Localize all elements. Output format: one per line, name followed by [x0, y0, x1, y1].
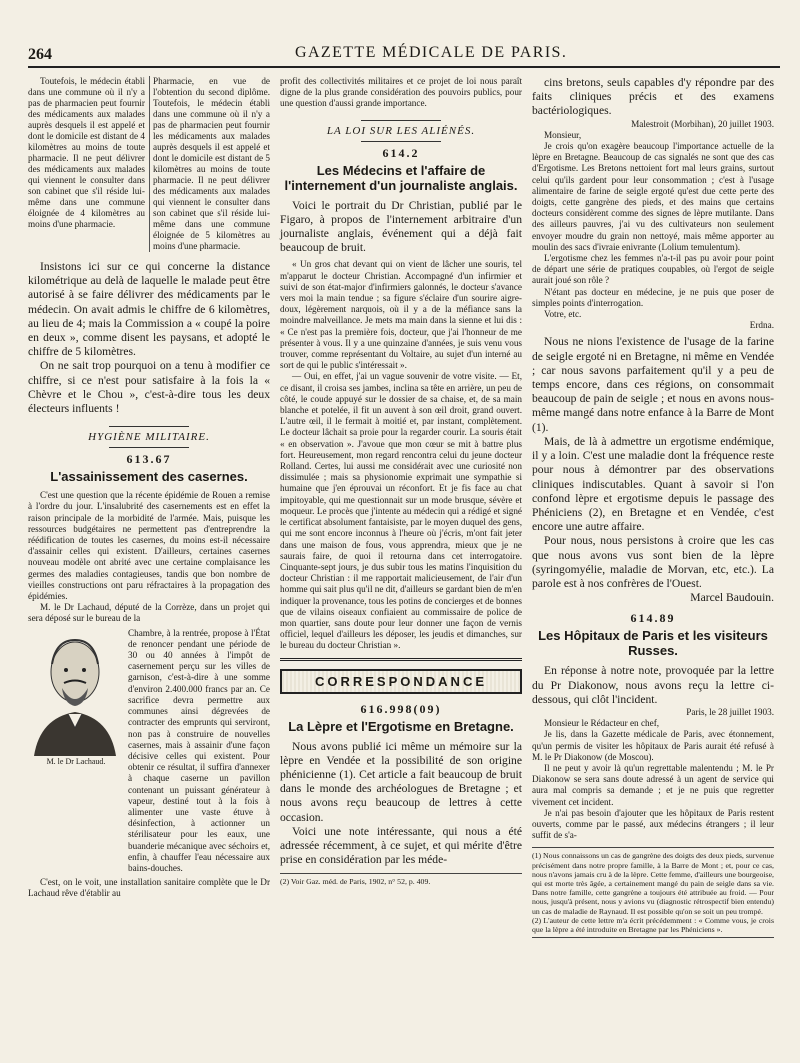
correspondance-banner: CORRESPONDANCE — [280, 669, 522, 694]
paragraph: Chambre, à la rentrée, propose à l'État de renoncer pendant une période de 30 ou 40 années à l'impôt de casernement perçu sur les villes de garnison, c'est-à-dire à une somme d'environ 2.400.000 francs par an. Ce sacrifice devra permettre aux communes ainsi dégrevées de contracter des emprunts qui serviront, non pas à construire de nouvelles casernes, mais à assainir d'une façon décisive celles qui existent. Pour obtenir ce résultat, il suffira d'annexer à chaque caserne un pavillon contenant un puissant générateur à vapeur, destiné tout à la fois à alimenter une vaste étuve à désinfection, à actionner un stérilisateur pour les eaux, une buanderie mécanique avec séchoirs et, enfin, à chauffer l'eau nécessaire aux bains-douches. — [128, 627, 270, 873]
paragraph: Voici une note intéressante, qui nous a été adressée récemment, à ce sujet, et qui mérite d'être prise en considération par les méde- — [280, 824, 522, 867]
article-number: 614.89 — [630, 611, 676, 626]
paragraph: On ne sait trop pourquoi on a tenu à modifier ce chiffre, si ce n'est pour satisfaire à la fois la « Chèvre et le Chou », c'est-à-dire tous les deux électeurs influents ! — [28, 359, 270, 416]
paragraph: C'est, on le voit, une installation sanitaire complète que le Dr Lachaud rêve d'établir au — [28, 877, 270, 899]
footnote: (2) L'auteur de cette lettre m'a écrit précédemment : « Comme vous, je crois que la lèpre a été introduite en Bretagne par les Phéniciens ». — [532, 915, 774, 934]
paragraph: — Oui, en effet, j'ai un vague souvenir de votre visite. — Et, ce disant, il croisa ses jambes, inclina sa tête en arrière, un peu de côté, le coude appuyé sur le dossier de sa chaise, et, de sa main blanche et potelée, il fit un auvent à son œil droit, grand ouvert. L'autre œil, il le fermait à moitié et, par instant, complètement. Le docteur lâchait sa proie pour la regarder courir. La souris était « en observation ». J'avoue que mon cœur se mit à battre plus fort. Heureusement, mon regard rencontra celui du jeune docteur Rolland. Certes, lui aussi me considérait avec une curiosité non dissimulée ; mais sa physionomie exprimait une sympathie si humaine que j'en éprouvai un réconfort. Et je fis face au chat impitoyable, qui me questionnait sur un mode brusque, sévère et moqueur. Le procès que j'intente au médecin qui a rédigé et signé le certificat absolument fantaisiste, par le moyen duquel des gens, qui me sont encore inconnus à l'heure où j'écris, m'ont fait jeter dans une maison de fous, vous apprendra, mieux que je ne saurais faire, de quoi il retourna dans cet interrogatoire. Cinquante-sept jours, je dus subir tous les matins l'inquisition du docteur Christian : il me rapportait malicieusement, de l'air d'un homme qui sait plus qu'il ne dit, d'ailleurs se gardant bien de m'en indiquer la provenance, tous les potins de concierges et de bonnes que de vilains oiseaux confiaient au commissaire de police de mon quartier, sans doute pour leur donner une façon de vernis officiel, lequel d'ailleurs les déposer, les jeudis et dimanches, sur le bureau du docteur Christian ». — [280, 371, 523, 651]
paragraph: Je crois qu'on exagère beaucoup l'importance actuelle de la lèpre en Bretagne. Beaucoup de cas signalés ne sont que des cas d'Ergotisme. Les Bretons nettoient fort mal leurs grains, surtout celui qu'ils gardent pour leur consommation ; c'est à l'usage alimentaire de farine de seigle ergoté qu'est due cette perte des doigts, cette gangrène des pieds, et des mains que certains docteurs considèrent comme des signes de lèpre mutilante. Dans des ailleurs pauvres, j'ai vu des cultivateurs non seulement envoyer moudre du grain non nettoyé, mais même apporter au moulin des sacs d'ivraie enivrante (Lolium temulentum). — [532, 141, 774, 252]
paragraph: Pour nous, nous persistons à croire que les cas que nous avons vus sont bien de la lèpre (syringomyélie, maladie de Morvan, etc, etc.). La parole est à nos confrères de l'Ouest. — [532, 534, 774, 590]
paragraph: Je n'ai pas besoin d'ajouter que les hôpitaux de Paris restent ouverts, comme par le passé, aux médecins étrangers ; il leur suffit de s'a- — [532, 807, 774, 841]
footnote: (1) Nous connaissons un cas de gangrène des doigts des deux pieds, survenue précisément dans notre propre famille, à la Barre de Mont ; et, pour ce cas, nous n'avons jamais cru à de la lèpre. Cette femme, d'ailleurs une bourgeoise, qui est morte très âgée, a certainement mangé du pain de seigle dans sa vie. Dans notre famille, cette gangrène a toujours été attribuée au froid. — Pour nous, jusqu'à présent, nous y avions vu (diagnostic rétrospectif bien entendu) un cas de maladie de Raynaud. Il est possible qu'on se soit un peu trompé. — [532, 851, 774, 916]
dateline: Paris, le 28 juillet 1903. — [686, 706, 774, 717]
dateline: Malestroit (Morbihan), 20 juillet 1903. — [631, 118, 774, 129]
paragraph: profit des collectivités militaires et ce projet de loi nous paraît digne de la plus grande considération des pouvoirs publics, pour une question d'aussi grande importance. — [280, 76, 522, 109]
article-heading: Les Médecins et l'affaire de l'internement d'un journaliste anglais. — [284, 162, 518, 193]
column-2 — [280, 76, 522, 887]
bottom-rule — [532, 937, 774, 938]
footnotes — [532, 847, 774, 934]
portrait-caption: M. le Dr Lachaud. — [46, 756, 106, 766]
paragraph: Mais, de là à admettre un ergotisme endémique, il y a loin. C'est une maladie dont la fréquence reste pour nous à démontrer par des observations cliniques indiscutables. Quant à savoir si l'on confond lèpre et ergotisme depuis le passage des Phéniciens (2), en Bretagne et en Vendée, c'est encore une autre affaire. — [532, 434, 774, 534]
section-label: LA LOI SUR LES ALIÉNÉS. — [326, 124, 476, 137]
article-number: 613.67 — [126, 452, 172, 467]
divider — [109, 426, 189, 427]
paragraph: En réponse à notre note, provoquée par la lettre du Pr Diakonow, nous avons reçu la lettre ci-dessous, qui clôt l'incident. — [532, 664, 774, 706]
article-number: 616.998(09) — [360, 701, 442, 716]
paragraph: M. le Dr Lachaud, député de la Corrèze, dans un projet qui sera déposé sur le bureau de la — [28, 602, 270, 624]
section-label: HYGIÈNE MILITAIRE. — [88, 431, 210, 444]
journal-title: GAZETTE MÉDICALE DE PARIS. — [295, 44, 568, 61]
closing: Votre, etc. — [544, 309, 582, 320]
paragraph: Il ne peut y avoir là qu'un regrettable malentendu ; M. le Pr Diakonow se sera sans doute adressé à un agent de service qui aura mal compris sa demande ; et je ne puis que regretter vivement cet incident. — [532, 762, 774, 807]
divider — [361, 141, 441, 142]
portrait — [28, 628, 124, 874]
header-rule — [28, 66, 780, 68]
column-1 — [28, 76, 270, 900]
paragraph: Nous ne nions l'existence de l'usage de la farine de seigle ergoté ni en Bretagne, ni même en Vendée ; car nous savons parfaitement qu'il y a peu de temps encore, dans ces régions, on consommait beaucoup de pain de seigle ; et nous en avons nous-même mangé dans notre enfance à la Barre de Mont (1). — [532, 335, 774, 434]
paragraph: L'ergotisme chez les femmes n'a-t-il pas pu avoir pour point de départ une série de pratiques coupables, où l'ergot de seigle aurait joué son rôle ? — [532, 253, 774, 286]
divider — [361, 120, 441, 121]
ornamental-rule — [280, 658, 522, 661]
portrait-block — [28, 628, 270, 874]
salutation: Monsieur le Rédacteur en chef, — [544, 718, 660, 729]
paragraph: N'étant pas docteur en médecine, je ne puis que poser de simples points d'interrogation. — [532, 286, 774, 308]
footnote: (2) Voir Gaz. méd. de Paris, 1902, n° 52, p. 409. — [280, 877, 431, 887]
paragraph: Insistons ici sur ce qui concerne la distance kilométrique au delà de laquelle le malade peut être autorisé à se faire délivrer des médicaments par le médecin. On avait admis le chiffre de 6 kilomètres, au lieu de 4; mais la Commission a « coupé la poire en deux », comme disent les paysans, et adopté le chiffre de 5 kilomètres. — [28, 260, 270, 359]
sub-columns — [28, 76, 270, 252]
article-heading: Les Hôpitaux de Paris et les visiteurs Russes. — [538, 628, 768, 659]
portrait-image — [28, 628, 122, 756]
signature: Erdna. — [749, 320, 774, 331]
salutation: Monsieur, — [544, 129, 582, 140]
paragraph: Voici le portrait du Dr Christian, publié par le Figaro, à propos de l'internement arbitraire d'un journaliste anglais, événement qui a déjà fait beaucoup de bruit. — [280, 198, 522, 255]
sub-column-left: Toutefois, le médecin établi dans une commune où il n'y a pas de pharmacien peut fournir des médicaments aux malades auprès desquels il est appelé et dont le domicile est distant de 4 kilomètres au moins de toute pharmacie. Il ne peut délivrer des médicaments aux malades qui viennent le consulter dans son cabinet que s'il réside lui-même dans une commune éloignée de 4 kilomètres au moins d'une pharmacie. — [28, 76, 145, 229]
sub-column-right: Pharmacie, en vue de l'obtention du second diplôme. Toutefois, le médecin établi dans une commune où il n'y a pas de pharmacien peut fournir les médicaments aux malades auprès desquels il est appelé et dont le domicile est distant de 5 kilomètres au moins de toute pharmacie. Il ne peut délivrer des médicaments aux malades qui viennent le consulter dans son cabinet que s'il réside lui-même dans une commune éloignée de 5 kilomètres au moins d'une pharmacie. — [153, 76, 270, 251]
paragraph: C'est une question que la récente épidémie de Rouen a remise à l'ordre du jour. L'insalubrité des casernements est en effet la raison principale de la morbidité de l'armée. Mais, puisque les ressources budgétaires ne permettent pas d'entreprendre la réédification de toutes les casernes, du moins est-il nécessaire d'assainir celles qui existent. D'ailleurs, certaines casernes nouveau modèle ont abrité avec une certaine complaisance les germes des maladies contagieuses, tandis que bon nombre de vieilles constructions ont paru réfractaires à la propagation des épidémies. — [28, 490, 270, 602]
paragraph: cins bretons, seuls capables d'y répondre par des faits cliniques précis et des examens bactériologiques. — [532, 76, 774, 118]
divider — [109, 447, 189, 448]
column-3 — [532, 76, 774, 938]
paragraph: Je lis, dans la Gazette médicale de Paris, avec étonnement, qu'un permis de visiter les hôpitaux de Paris aurait été refusé à M. le Pr Diakonow (de Moscou). — [532, 729, 774, 762]
paragraph: « Un gros chat devant qui on vient de lâcher une souris, tel m'apparut le docteur Christian. Accompagné d'un infirmier et suivi de son état-major d'infirmiers galonnés, le docteur s'avance vers moi la main tendue ; sa figure s'éclaire d'un sourire aigre-doux, légèrement narquois, où il y a de la méfiance sans la moindre malveillance. Je mets ma main dans la sienne et lui dis : « Ce n'est pas la première fois, docteur, que j'ai l'honneur de me présenter à vous. Il y a une quinzaine d'années, je suis venu vous trouver, comme représentant du Voltaire, au sujet d'un interné au sort de qui le public s'intéressait ». — [280, 259, 522, 371]
paragraph: Nous avons publié ici même un mémoire sur la lèpre en Vendée et la possibilité de son origine phénicienne (1). Cet article a fait beaucoup de bruit dans le monde des archéologues de Bretagne ; et nous avons reçu beaucoup de lettres à cette occasion. — [280, 739, 522, 824]
article-heading: La Lèpre et l'Ergotisme en Bretagne. — [288, 718, 514, 734]
article-heading: L'assainissement des casernes. — [50, 469, 248, 485]
page-number: 264 — [28, 46, 52, 63]
footnotes — [280, 873, 522, 886]
signature: Marcel Baudouin. — [690, 591, 774, 605]
article-number: 614.2 — [382, 145, 420, 160]
